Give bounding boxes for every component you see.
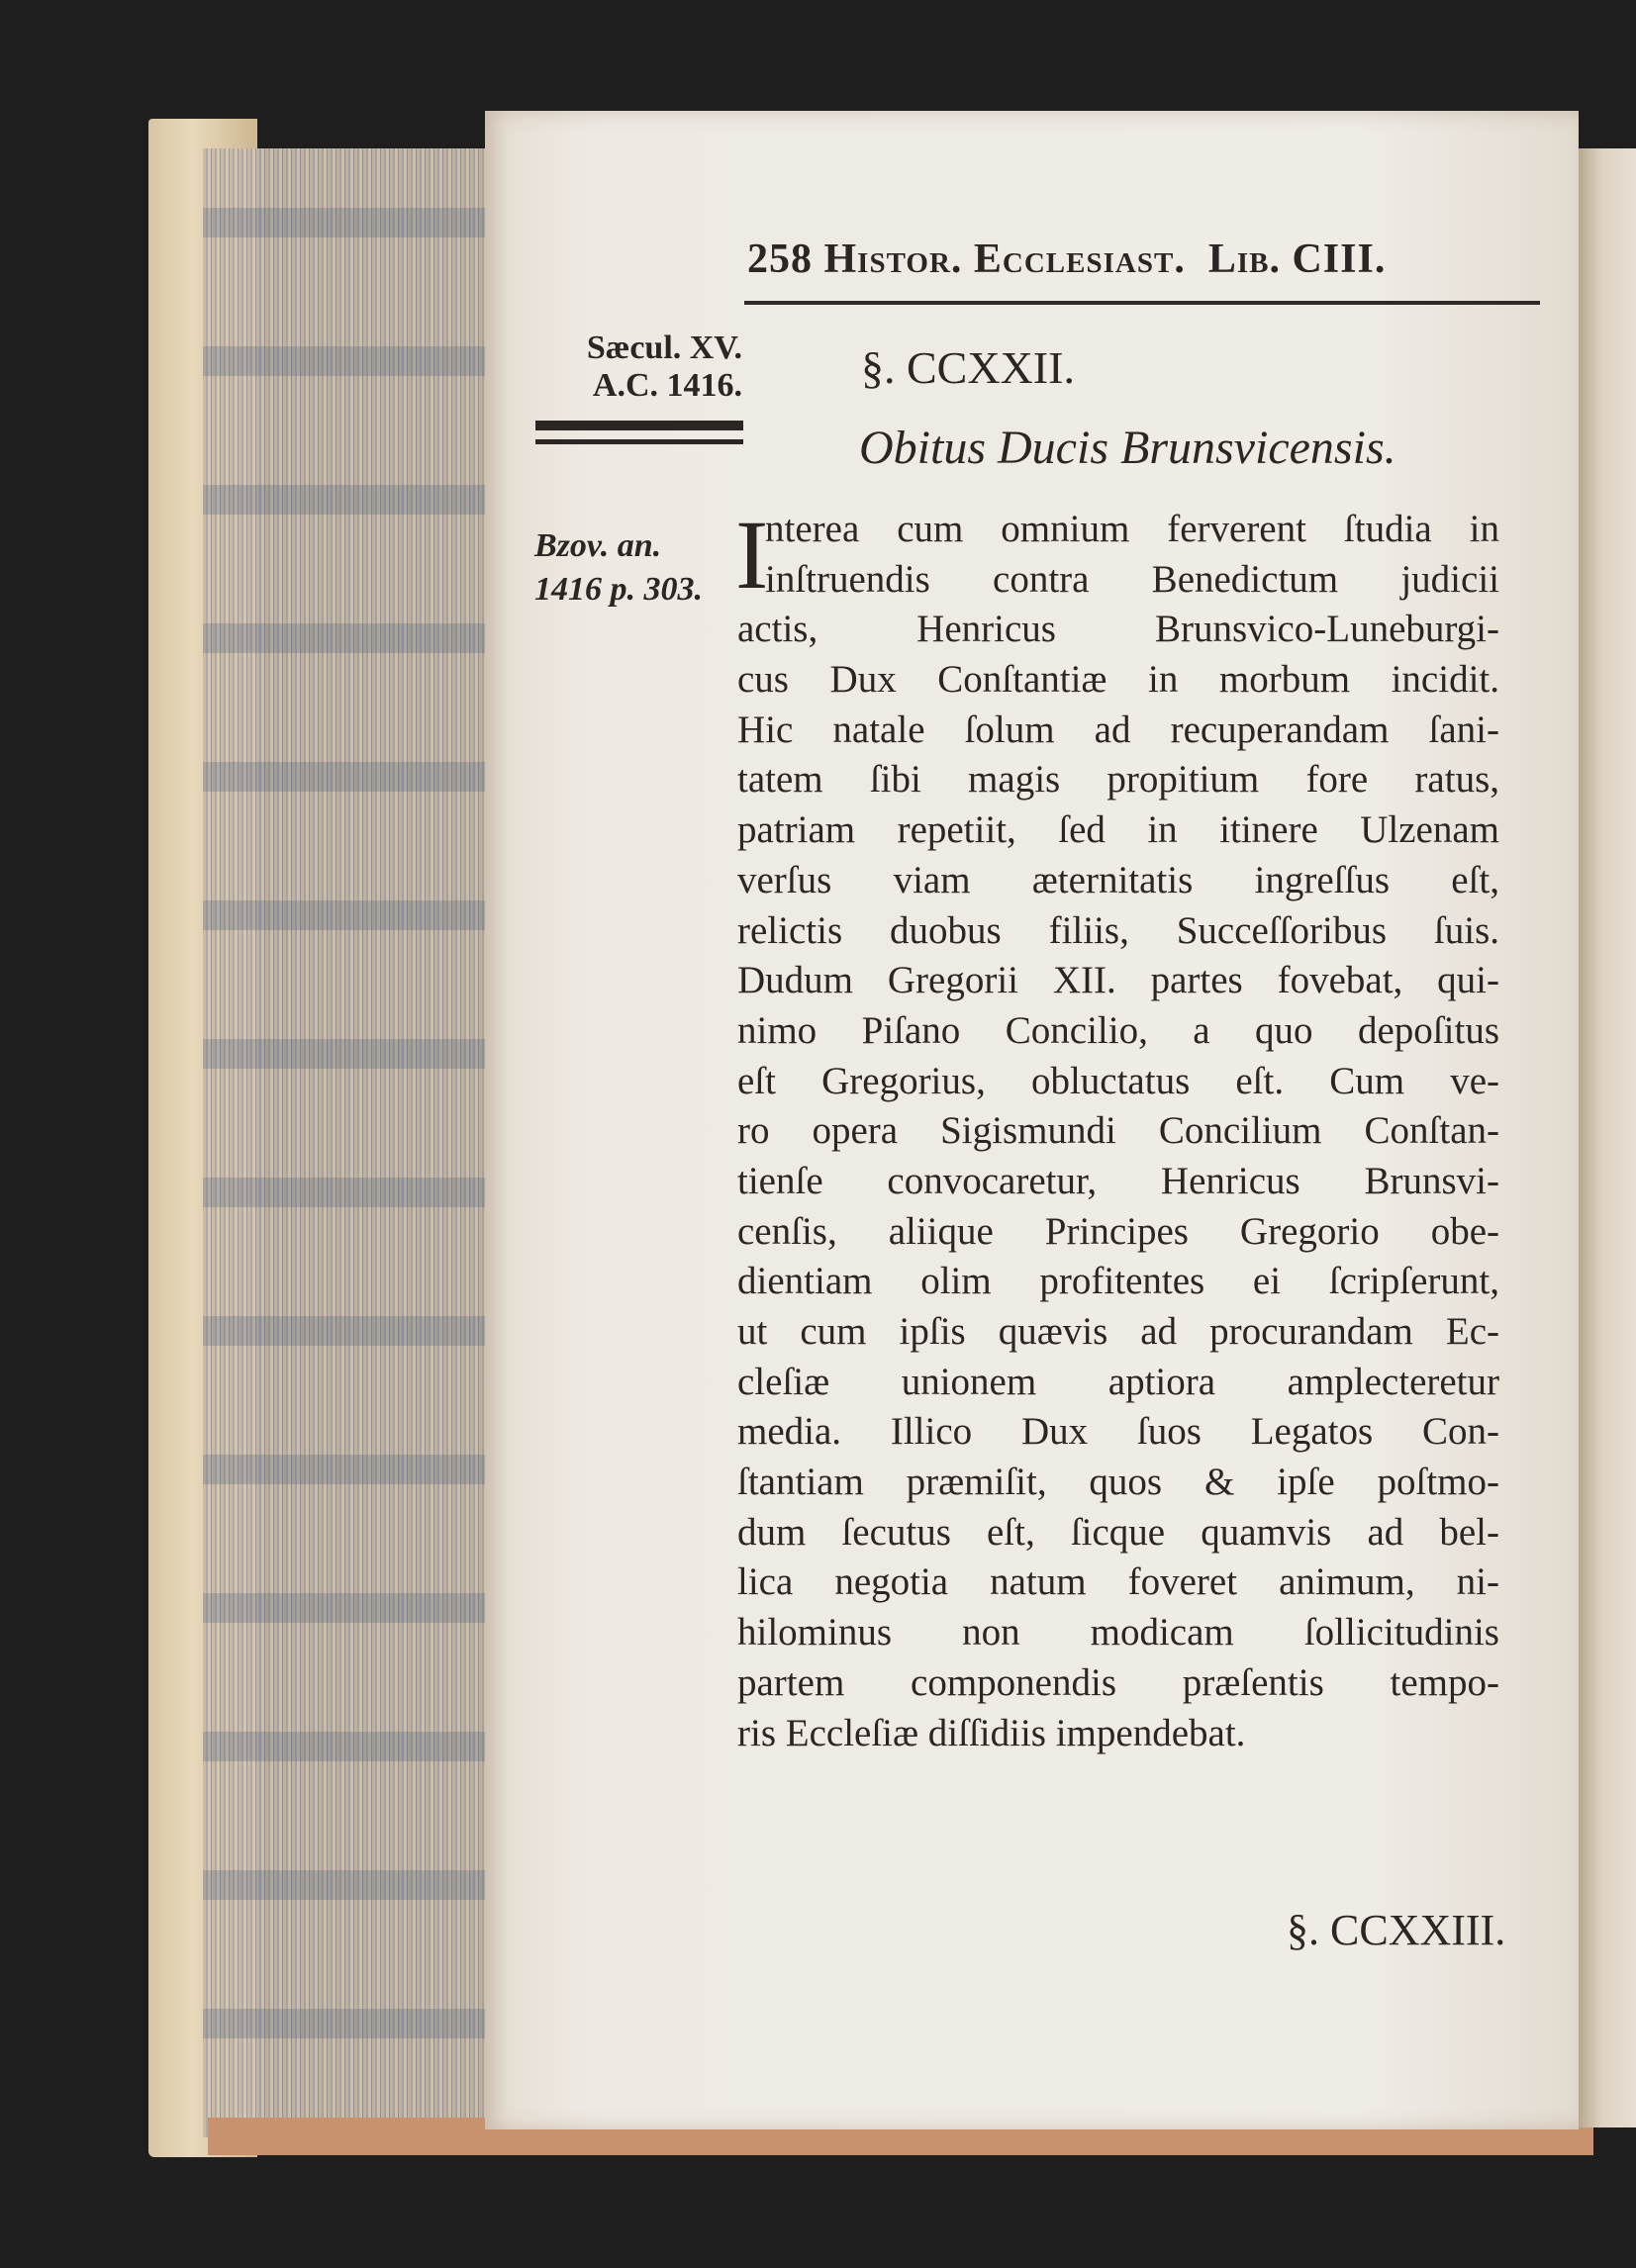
source-line-1: Bzov. an. — [534, 527, 662, 564]
text-line: Hic natale ſolum ad recuperandam ſani- — [737, 708, 1499, 751]
margin-rule-thick — [535, 421, 743, 430]
text-line: dum ſecutus eſt, ſicque quamvis ad bel- — [737, 1510, 1499, 1554]
text-line: tatem ſibi magis propitium fore ratus, — [737, 758, 1499, 802]
facing-page-edge — [1579, 148, 1636, 2127]
text-line: cleſiæ unionem aptiora amplecteretur — [737, 1360, 1499, 1403]
margin-rule-thin — [535, 439, 743, 444]
margin-date-note — [534, 330, 742, 405]
margin-source-note — [534, 524, 703, 612]
running-title: Histor. Ecclesiast. — [823, 236, 1186, 282]
text-line: verſus viam æternitatis ingreſſus eſt, — [737, 858, 1499, 901]
year-note: A.C. 1416. — [592, 367, 742, 404]
text-line: ſtantiam præmiſit, quos & ipſe poſtmo- — [737, 1461, 1499, 1504]
text-line: cenſis, aliique Principes Gregorio obe- — [737, 1209, 1499, 1253]
drop-cap: I — [735, 500, 769, 610]
body-text — [735, 500, 1499, 1758]
catchword: §. CCXXIII. — [1287, 1906, 1506, 1954]
page-edges-marbling — [203, 148, 495, 2137]
text-line: ut cum ipſis quævis ad procurandam Ec- — [737, 1310, 1499, 1353]
text-line: Dudum Gregorii XII. partes fovebat, qui- — [737, 959, 1499, 1002]
section-title: Obitus Ducis Brunsvicensis. — [859, 422, 1396, 474]
text-line: tienſe convocaretur, Henricus Brunsvi- — [737, 1159, 1499, 1202]
running-header — [747, 236, 1386, 283]
page-number: 258 — [747, 236, 813, 282]
text-line: ris Eccleſiæ diſſidiis impendebat. — [737, 1711, 1246, 1754]
header-rule — [744, 301, 1540, 305]
source-line-2: 1416 p. 303. — [534, 571, 703, 608]
century-note: Sæcul. XV. — [586, 330, 742, 366]
book-number: Lib. CIII. — [1207, 236, 1387, 282]
text-line: nimo Piſano Concilio, a quo depoſitus — [737, 1008, 1499, 1052]
text-line: cus Dux Conſtantiæ in morbum incidit. — [737, 658, 1499, 702]
text-line: patriam repetiit, ſed in itinere Ulzenam — [737, 808, 1499, 852]
text-line: eſt Gregorius, obluctatus eſt. Cum ve- — [737, 1059, 1499, 1102]
text-line: nterea cum omnium ferverent ſtudia in — [765, 508, 1499, 550]
text-line: lica negotia natum foveret animum, ni- — [737, 1560, 1499, 1604]
text-line: media. Illico Dux ſuos Legatos Con- — [737, 1410, 1499, 1454]
text-line: ro opera Sigismundi Concilium Conſtan- — [737, 1109, 1499, 1153]
text-line: dientiam olim profitentes ei ſcripſerunt, — [737, 1260, 1499, 1303]
section-number: §. CCXXII. — [861, 342, 1075, 393]
text-line: partem componendis præſentis tempo- — [737, 1660, 1499, 1704]
text-line: actis, Henricus Brunsvico-Luneburgi- — [737, 608, 1499, 651]
text-line: relictis duobus filiis, Succeſſoribus ſuis. — [737, 908, 1499, 952]
text-line: inſtruendis contra Benedictum judicii — [765, 557, 1499, 601]
text-line: hilominus non modicam ſollicitudinis — [737, 1611, 1499, 1654]
